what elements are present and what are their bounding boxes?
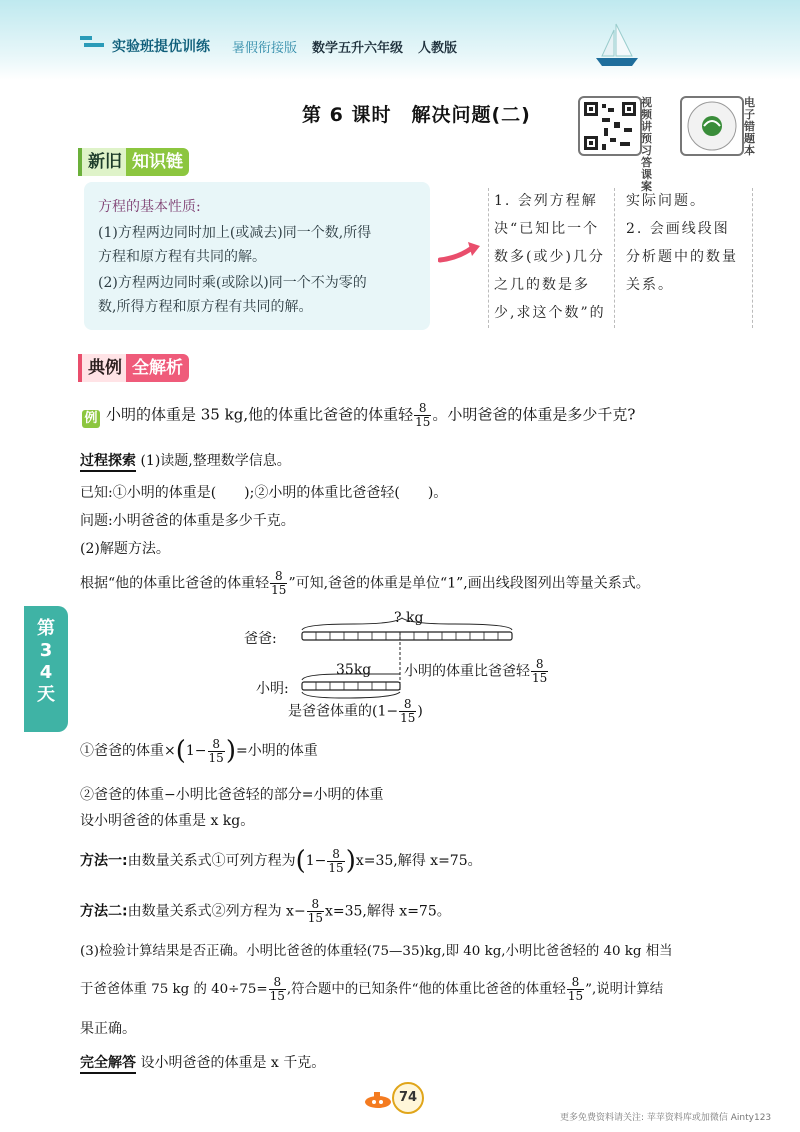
- goal-1-line: 少,求这个数”的: [494, 305, 606, 321]
- property-line-3: (2)方程两边同时乘(或除以)同一个不为零的: [98, 275, 367, 291]
- check-line-2-mid: ,符合题中的已知条件“他的体重比爸爸的体重轻: [286, 982, 566, 997]
- fraction-denominator: 15: [400, 711, 416, 725]
- fraction-numerator: 8: [327, 848, 344, 862]
- check-line-2: [80, 976, 663, 1003]
- method-2: [80, 898, 451, 925]
- fraction-numerator: 8: [531, 658, 548, 672]
- let-statement: 设小明爸爸的体重是 x kg。: [80, 813, 255, 829]
- fraction-denominator: 15: [532, 671, 548, 685]
- video-qr-label: 视频讲预习答课案: [641, 96, 652, 193]
- dad-weight-value: ? kg: [394, 610, 424, 626]
- method-1: [80, 846, 482, 876]
- process-step-2: (2)解题方法。: [80, 541, 170, 557]
- fraction-denominator: 15: [328, 860, 344, 875]
- example-analysis-section-tag: [78, 354, 189, 382]
- grade-label: 数学五升六年级: [312, 41, 404, 56]
- basis-text-start: 根据“他的体重比爸爸的体重轻: [80, 575, 270, 592]
- brand-logo-icon: [78, 34, 108, 50]
- goal-divider: [752, 188, 753, 328]
- footer-note: 更多免费资料请关注: 苹苹资料库或加微信 Ainty123: [560, 1113, 772, 1123]
- brand-name: 实验班提优训练: [112, 39, 210, 55]
- video-qr-code[interactable]: [578, 96, 642, 156]
- goal-2-line: 分析题中的数量: [626, 249, 738, 265]
- knowledge-tag-part-a: 新旧: [78, 148, 126, 176]
- goal-divider: [614, 188, 615, 328]
- error-book-qr-code[interactable]: [680, 96, 744, 156]
- goal-1-line: 决“已知比一个: [494, 221, 600, 237]
- publisher-label: 人教版: [418, 41, 458, 56]
- relation-1-mid: 1−: [185, 743, 207, 759]
- open-paren-glyph: (: [175, 736, 186, 766]
- close-paren-glyph: ): [225, 736, 236, 766]
- relation-1-end: =小明的体重: [235, 743, 318, 759]
- fraction-numerator: 8: [270, 570, 287, 584]
- fraction-8-15: [414, 402, 431, 429]
- mini-program-code-icon: [682, 98, 742, 154]
- fraction-8-15: [567, 976, 584, 1003]
- lighter-part-text: 小明的体重比爸爸轻: [404, 663, 530, 680]
- fraction-denominator: 15: [567, 989, 584, 1003]
- fraction-denominator: 15: [415, 415, 431, 429]
- method-1-text: 由数量关系式①可列方程为: [127, 853, 296, 869]
- check-line-2-end: ”,说明计算结: [585, 982, 664, 997]
- fraction-denominator: 15: [269, 989, 285, 1003]
- submarine-icon: [362, 1090, 392, 1110]
- property-line-1: (1)方程两边同时加上(或减去)同一个数,所得: [98, 225, 372, 241]
- basis-text: [80, 570, 650, 597]
- fraction-of-dad-text: 是爸爸体重的(1−: [288, 703, 399, 720]
- known-info: 已知:①小明的体重是( );②小明的体重比爸爸轻( )。: [80, 485, 448, 501]
- fraction-denominator: 15: [307, 911, 323, 925]
- fraction-8-15: [327, 848, 344, 875]
- question-text-start: 小明的体重是 35 kg,他的体重比爸爸的体重轻: [106, 405, 414, 424]
- edition-subtitle: 暑假衔接版: [232, 41, 298, 56]
- pink-arrow-icon: [438, 238, 482, 266]
- fraction-8-15: [208, 738, 225, 765]
- property-line-4: 数,所得方程和原方程有共同的解。: [98, 299, 313, 315]
- line-segment-diagram: [244, 608, 584, 726]
- fraction-8-15: [269, 976, 286, 1003]
- fraction-8-15: [270, 570, 287, 597]
- goal-divider: [488, 188, 489, 328]
- example-badge: 例: [82, 410, 100, 428]
- ming-label: 小明:: [256, 681, 289, 697]
- dad-label: 爸爸:: [244, 631, 277, 647]
- goal-2-line: 关系。: [626, 277, 674, 293]
- close-paren-glyph: ): [345, 846, 356, 876]
- ming-weight-value: 35kg: [336, 662, 372, 678]
- check-line-2-start: 于爸爸体重 75 kg 的 40÷75=: [80, 982, 268, 997]
- goal-1-line: 之几的数是多: [494, 277, 590, 293]
- equation-properties-box: [84, 182, 430, 330]
- method-1-label: 方法一:: [80, 853, 128, 869]
- day-side-tab-label: 第34天: [37, 618, 55, 705]
- method-1-mid: 1−: [305, 853, 327, 869]
- property-line-2: 方程和原方程有共同的解。: [98, 249, 266, 265]
- fraction-numerator: 8: [307, 898, 324, 912]
- fraction-numerator: 8: [567, 976, 584, 990]
- method-2-label: 方法二:: [80, 903, 128, 920]
- complete-answer-label: 完全解答: [80, 1055, 136, 1074]
- check-line-3: 果正确。: [80, 1021, 136, 1037]
- relation-2: ②爸爸的体重−小明比爸爸轻的部分=小明的体重: [80, 787, 384, 803]
- close-paren: ): [417, 703, 423, 720]
- qr-code-icon: [580, 98, 640, 154]
- fraction-numerator: 8: [399, 698, 416, 712]
- basis-text-end: ”可知,爸爸的体重是单位“1”,画出线段图列出等量关系式。: [288, 575, 650, 592]
- example-tag-part-b: 全解析: [126, 354, 189, 382]
- method-2-text: 由数量关系式②列方程为 x−: [127, 903, 306, 920]
- example-tag-part-a: 典例: [78, 354, 126, 382]
- segment-lines: [244, 608, 584, 726]
- relation-1-start: ①爸爸的体重×: [80, 743, 176, 759]
- process-explore-label: 过程探索: [80, 453, 136, 472]
- sailboat-icon: [592, 20, 642, 70]
- error-book-qr-label: 电子错题本: [744, 96, 755, 157]
- knowledge-chain-section-tag: [78, 148, 189, 176]
- properties-title: 方程的基本性质:: [98, 199, 201, 215]
- method-1-end: x=35,解得 x=75。: [355, 853, 482, 869]
- fraction-8-15: [307, 898, 324, 925]
- fraction-numerator: 8: [269, 976, 286, 990]
- open-paren-glyph: (: [295, 846, 306, 876]
- answer-text: 设小明爸爸的体重是 x 千克。: [140, 1055, 326, 1071]
- fraction-numerator: 8: [414, 402, 431, 416]
- fraction-numerator: 8: [208, 738, 225, 752]
- question-info: 问题:小明爸爸的体重是多少千克。: [80, 513, 295, 529]
- question-text-end: 。小明爸爸的体重是多少千克?: [432, 405, 636, 424]
- fraction-denominator: 15: [208, 750, 224, 765]
- process-step-1-row: [80, 450, 291, 470]
- process-step-1: (1)读题,整理数学信息。: [140, 453, 291, 469]
- method-2-end: x=35,解得 x=75。: [324, 903, 451, 920]
- knowledge-tag-part-b: 知识链: [126, 148, 189, 176]
- lesson-title: 第 6 课时 解决问题(二): [302, 104, 531, 126]
- page-number: 74: [392, 1082, 424, 1114]
- goal-2-line: 2. 会画线段图: [626, 221, 730, 237]
- example-question: [106, 402, 635, 429]
- answer-row: [80, 1052, 325, 1072]
- day-side-tab: [24, 606, 68, 732]
- fraction-denominator: 15: [271, 583, 287, 597]
- goal-2-line: 实际问题。: [626, 193, 706, 209]
- goal-1-line: 数多(或少)几分: [494, 249, 605, 265]
- check-line-1: (3)检验计算结果是否正确。小明比爸爸的体重轻(75—35)kg,即 40 kg,小明比爸爸轻的 40 kg 相当: [80, 944, 673, 959]
- goal-1-line: 1. 会列方程解: [494, 193, 598, 209]
- relation-1: [80, 736, 318, 766]
